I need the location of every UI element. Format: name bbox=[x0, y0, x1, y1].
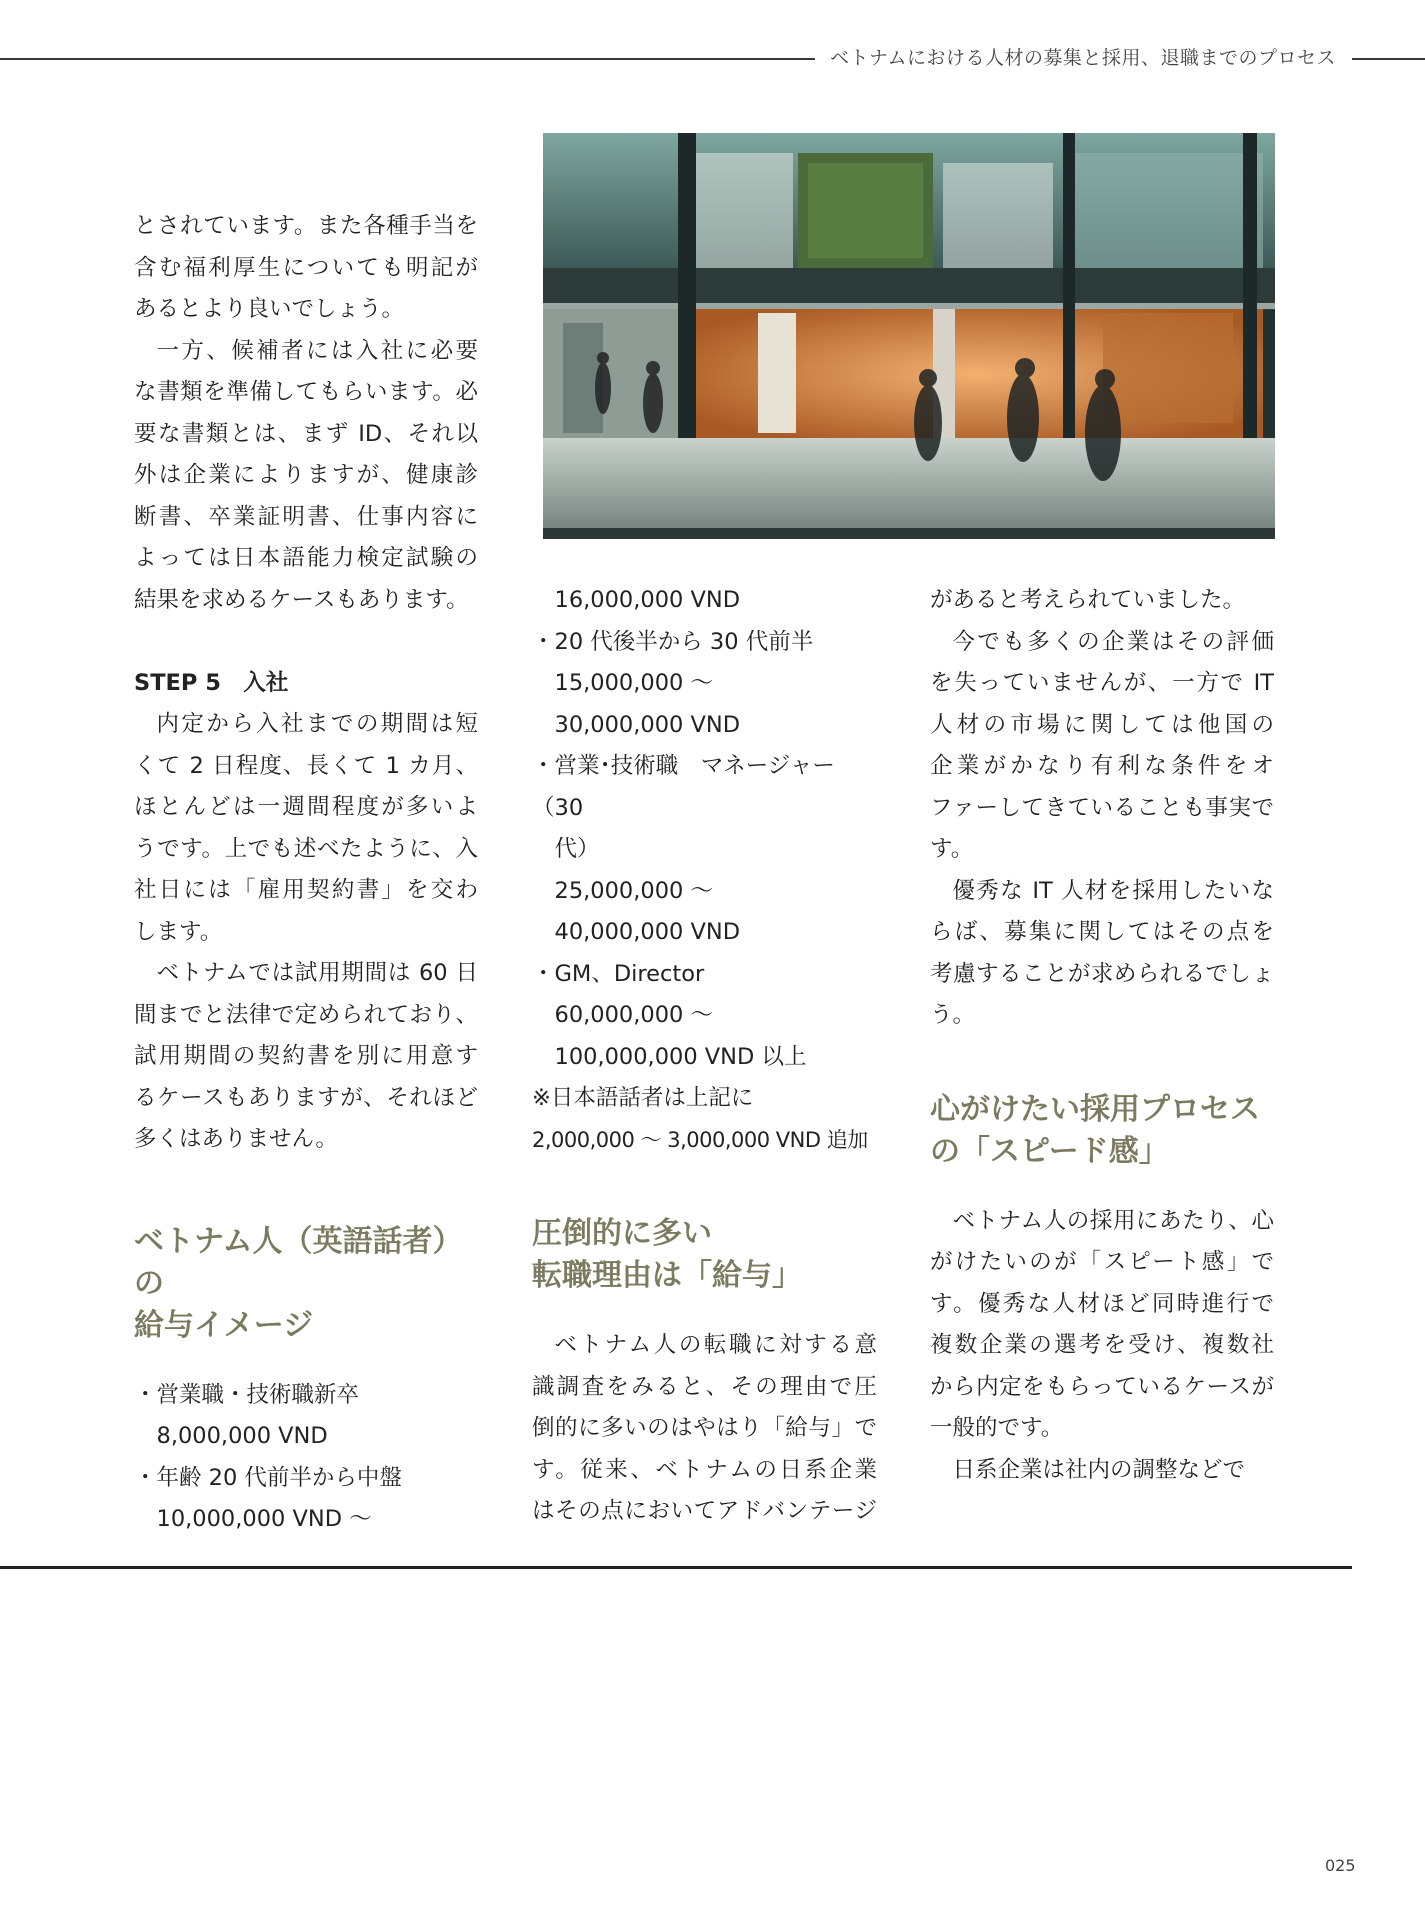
page-number: 025 bbox=[1325, 1856, 1356, 1875]
text-line: す。優秀な人材ほど同時進行で bbox=[930, 1290, 1274, 1317]
text-line: 多くはありません。 bbox=[134, 1126, 338, 1152]
text-line: 優秀な IT 人材を採用したいな bbox=[952, 877, 1274, 904]
section-heading-salary: ベトナム人（英語話者）の 給与イメージ bbox=[134, 1223, 463, 1343]
note-line: ※日本語話者は上記に bbox=[532, 1085, 754, 1111]
list-value: 60,000,000 ～ bbox=[554, 1002, 713, 1028]
list-value: 40,000,000 VND bbox=[554, 919, 741, 945]
text-line: を失っていませんが、一方で IT bbox=[930, 670, 1274, 696]
list-item: ・営業職・技術職新卒 bbox=[134, 1381, 360, 1408]
section-heading-reason: 圧倒的に多い 転職理由は「給与」 bbox=[532, 1216, 802, 1293]
text-line: 今でも多くの企業はその評価 bbox=[952, 628, 1274, 655]
text-line: う。 bbox=[930, 1002, 976, 1028]
list-item-cont: 代） bbox=[554, 836, 600, 862]
list-value: 30,000,000 VND bbox=[554, 711, 741, 738]
text-line: す。従来、ベトナムの日系企業 bbox=[532, 1456, 877, 1483]
header-rule-right bbox=[1352, 58, 1425, 60]
text-line: くて 2 日程度、長くて 1 カ月、 bbox=[134, 752, 478, 779]
text-line: らば、募集に関してはその点を bbox=[930, 919, 1274, 945]
list-item: ・営業･技術職 マネージャー（30 bbox=[532, 753, 835, 821]
text-line: 人材の市場に関しては他国の bbox=[930, 711, 1274, 738]
text-line: うです。上でも述べたように、入 bbox=[134, 835, 478, 862]
text-line: よっては日本語能力検定試験の bbox=[134, 545, 478, 571]
text-line: るケースもありますが、それほど bbox=[134, 1084, 478, 1111]
text-line: 企業がかなり有利な条件をオ bbox=[930, 753, 1274, 779]
text-line: がけたいのが「スピート感」で bbox=[930, 1249, 1274, 1275]
text-line: から内定をもらっているケースが bbox=[930, 1373, 1274, 1400]
list-item: ・20 代後半から 30 代前半 bbox=[532, 628, 814, 655]
office-lobby-photo bbox=[543, 133, 1275, 539]
text-line: 外は企業によりますが、健康診 bbox=[134, 462, 478, 488]
list-value: 25,000,000 ～ bbox=[554, 877, 713, 904]
text-line: ベトナム人の採用にあたり、心 bbox=[952, 1207, 1274, 1234]
note-line: 2,000,000 ～ 3,000,000 VND 追加 bbox=[532, 1127, 868, 1152]
list-value: 15,000,000 ～ bbox=[554, 670, 713, 696]
text-line: があると考えられていました。 bbox=[930, 587, 1246, 613]
text-line: します。 bbox=[134, 918, 223, 945]
footer-rule bbox=[0, 1566, 1352, 1569]
text-line: 含む福利厚生についても明記が bbox=[134, 254, 478, 281]
header-rule-left bbox=[0, 58, 815, 60]
text-line: 一般的です。 bbox=[930, 1415, 1064, 1441]
list-value: 100,000,000 VND 以上 bbox=[554, 1043, 807, 1070]
running-title: ベトナムにおける人材の募集と採用、退職までのプロセス bbox=[830, 47, 1337, 69]
text-line: 一方、候補者には入社に必要 bbox=[156, 337, 478, 364]
text-line: 要な書類とは、まず ID、それ以 bbox=[134, 420, 478, 447]
list-value: 16,000,000 VND bbox=[554, 587, 741, 613]
text-line: 複数企業の選考を受け、複数社 bbox=[930, 1332, 1274, 1358]
text-line: 識調査をみると、その理由で圧 bbox=[532, 1373, 877, 1400]
text-line: 間までと法律で定められており、 bbox=[134, 1001, 478, 1028]
text-line: 結果を求めるケースもあります。 bbox=[134, 586, 469, 613]
text-line: 日系企業は社内の調整などで bbox=[952, 1456, 1246, 1483]
list-item: ・GM、Director bbox=[532, 960, 705, 987]
text-line: ベトナムでは試用期間は 60 日 bbox=[156, 960, 478, 986]
text-line: 社日には「雇用契約書」を交わ bbox=[134, 877, 478, 903]
text-line: す。 bbox=[930, 836, 974, 862]
text-line: な書類を準備してもらいます。必 bbox=[134, 379, 478, 405]
text-line: 考慮することが求められるでしょ bbox=[930, 960, 1274, 987]
text-line: ほとんどは一週間程度が多いよ bbox=[134, 794, 478, 820]
list-value: 10,000,000 VND ～ bbox=[156, 1506, 372, 1532]
column-3 bbox=[930, 580, 1274, 1491]
text-line: 試用期間の契約書を別に用意す bbox=[134, 1043, 478, 1069]
text-line: ベトナム人の転職に対する意 bbox=[554, 1332, 877, 1358]
text-line: ファーしてきていることも事実で bbox=[930, 794, 1274, 821]
column-1 bbox=[134, 206, 478, 1541]
list-item: ・年齢 20 代前半から中盤 bbox=[134, 1464, 402, 1491]
section-heading-speed: 心がけたい採用プロセス の「スピード感」 bbox=[930, 1091, 1260, 1169]
text-line: 倒的に多いのはやはり「給与」で bbox=[532, 1415, 877, 1441]
text-line: はその点においてアドバンテージ bbox=[532, 1498, 877, 1524]
list-value: 8,000,000 VND bbox=[156, 1423, 328, 1449]
text-line: 断書、卒業証明書、仕事内容に bbox=[134, 503, 478, 530]
text-line: あるとより良いでしょう。 bbox=[134, 296, 405, 322]
text-line: とされています。また各種手当を bbox=[134, 213, 478, 239]
text-line: 内定から入社までの期間は短 bbox=[156, 711, 478, 737]
column-2 bbox=[532, 580, 877, 1533]
step-heading: STEP 5 入社 bbox=[134, 669, 289, 696]
